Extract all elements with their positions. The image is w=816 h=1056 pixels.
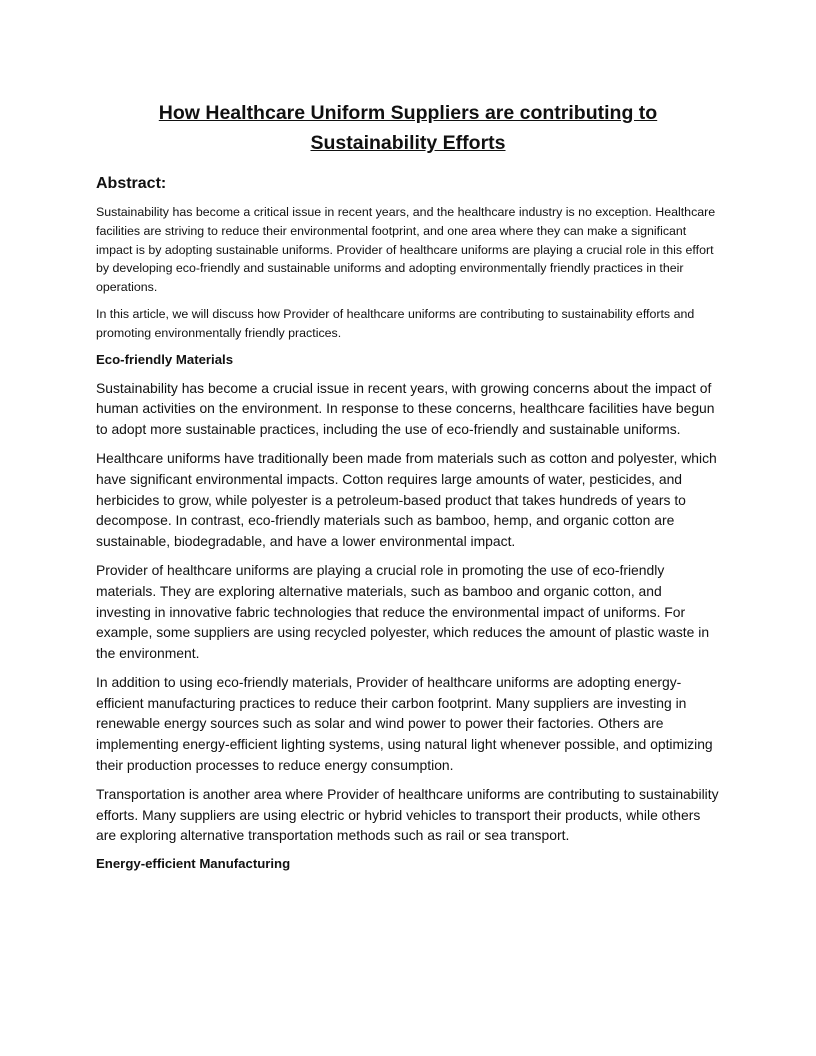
body-paragraph: Sustainability has become a crucial issue in recent years, with growing concerns about the impact of human activities on the environment. In response to these concerns, healthcare facilities have begun to adopt more sustainable practices, including the use of eco-friendly and sustainable uniforms. [96,379,715,437]
body-paragraph: Transportation is another area where Provider of healthcare uniforms are contributing to sustainability efforts. Many suppliers are using electric or hybrid vehicles to transport their products, while others are exploring alternative transportation methods such as rail or sea transport. [96,786,719,844]
body-paragraph: Provider of healthcare uniforms are playing a crucial role in promoting the use of eco-friendly materials. They are exploring alternative materials, such as bamboo and organic cotton, and investing in innovative fabric technologies that reduce the environmental impact of uniforms. For example, some suppliers are using recycled polyester, which reduces the amount of plastic waste in the environment. [96,562,710,661]
body-paragraph: Healthcare uniforms have traditionally been made from materials such as cotton and polyester, which have significant environmental impacts. Cotton requires large amounts of water, pesticides, and herbicides to grow, while polyester is a petroleum-based product that takes hundreds of years to decompose. In contrast, eco-friendly materials such as bamboo, hemp, and organic cotton are sustainable, biodegradable, and have a lower environmental impact. [96,450,717,549]
document-title [96,98,720,158]
title-line-2: Sustainability Efforts [310,132,506,154]
section-heading-energy-efficient-manufacturing: Energy-efficient Manufacturing [96,856,291,872]
section-heading-eco-friendly-materials: Eco-friendly Materials [96,351,234,367]
abstract-paragraph: Sustainability has become a critical issue in recent years, and the healthcare industry is no exception. Healthcare facilities are striving to reduce their environmental footprint, and one area where they can make a significant impact is by adopting sustainable uniforms. Provider of healthcare uniforms are playing a crucial role in this effort by developing eco-friendly and sustainable uniforms and adopting environmentally friendly practices in their operations. [96,205,716,295]
abstract-heading: Abstract: [96,175,167,192]
title-line-1: How Healthcare Uniform Suppliers are contributing to [158,102,658,124]
body-paragraph: In addition to using eco-friendly materials, Provider of healthcare uniforms are adopting energy-efficient manufacturing practices to reduce their carbon footprint. Many suppliers are investing in renewable energy sources such as solar and wind power to power their factories. Others are implementing energy-efficient lighting systems, using natural light whenever possible, and optimizing their production processes to reduce energy consumption. [96,674,713,773]
document-page [96,98,720,882]
intro-paragraph: In this article, we will discuss how Provider of healthcare uniforms are contributing to sustainability efforts and promoting environmentally friendly practices. [96,306,695,340]
